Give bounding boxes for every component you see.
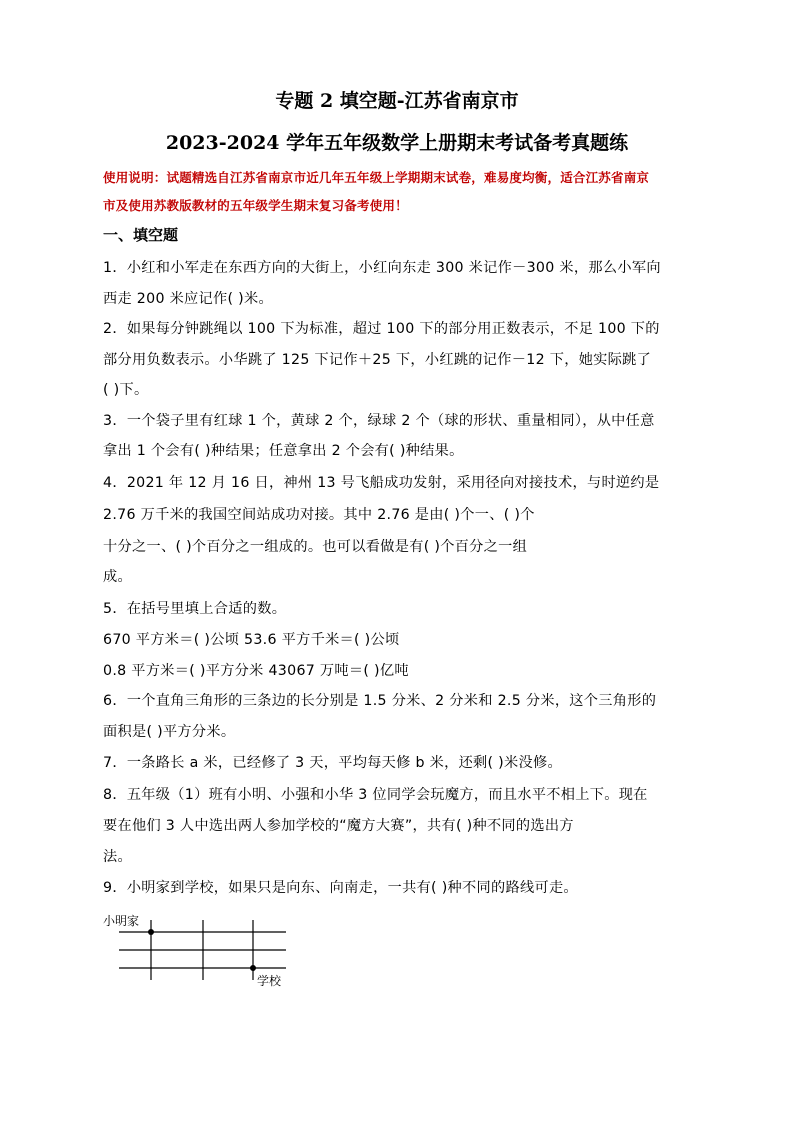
home-label: 小明家 — [103, 914, 140, 928]
question-line: 2.76 万千米的我国空间站成功对接。其中 2.76 是由( )个一、( )个 — [103, 507, 535, 523]
question-line: 1．小红和小军走在东西方向的大街上，小红向东走 300 米记作－300 米，那么小军向 — [103, 260, 661, 276]
question-line: 拿出 1 个会有( )种结果；任意拿出 2 个会有( )种结果。 — [103, 443, 464, 459]
question-line: 2．如果每分钟跳绳以 100 下为标准，超过 100 下的部分用正数表示，不足 100 下的 — [103, 321, 660, 337]
question-line: 面积是( )平方分米。 — [103, 724, 236, 740]
question-line: 6．一个直角三角形的三条边的长分别是 1.5 分米、2 分米和 2.5 分米，这个三角形的 — [103, 693, 657, 709]
usage-note-line-2: 市及使用苏教版教材的五年级学生期末复习备考使用！ — [103, 198, 408, 213]
question-line: 5．在括号里填上合适的数。 — [103, 601, 287, 617]
school-label: 学校 — [257, 974, 282, 988]
question-line: 要在他们 3 人中选出两人参加学校的“魔方大赛”，共有( )种不同的选出方 — [103, 818, 574, 834]
question-line: 十分之一、( )个百分之一组成的。也可以看做是有( )个百分之一组 — [103, 539, 528, 555]
route-grid-diagram — [103, 908, 303, 990]
question-line: 7．一条路长 a 米，已经修了 3 天，平均每天修 b 米，还剩( )米没修。 — [103, 755, 562, 771]
question-line: 8．五年级（1）班有小明、小强和小华 3 位同学会玩魔方，而且水平不相上下。现在 — [103, 787, 648, 803]
title-line-1: 专题 2 填空题-江苏省南京市 — [275, 90, 519, 112]
question-line: ( )下。 — [103, 382, 149, 398]
question-line: 成。 — [103, 569, 132, 585]
school-point — [250, 965, 256, 971]
question-line: 670 平方米＝( )公顷 53.6 平方千米＝( )公顷 — [103, 632, 400, 648]
home-point — [148, 929, 154, 935]
question-line: 法。 — [103, 849, 132, 865]
question-line: 西走 200 米应记作( )米。 — [103, 291, 273, 307]
question-line: 部分用负数表示。小华跳了 125 下记作＋25 下，小红跳的记作－12 下，她实际跳了 — [103, 352, 652, 368]
question-line: 9．小明家到学校，如果只是向东、向南走，一共有( )种不同的路线可走。 — [103, 880, 578, 896]
question-line: 0.8 平方米＝( )平方分米 43067 万吨＝( )亿吨 — [103, 663, 409, 679]
question-line: 4．2021 年 12 月 16 日，神州 13 号飞船成功发射，采用径向对接技术，与时逆约是 — [103, 475, 660, 491]
title-line-2: 2023-2024 学年五年级数学上册期末考试备考真题练 — [165, 132, 629, 154]
question-line: 3．一个袋子里有红球 1 个，黄球 2 个，绿球 2 个（球的形状、重量相同），从中任意 — [103, 413, 655, 429]
usage-note-line-1: 使用说明：试题精选自江苏省南京市近几年五年级上学期期末试卷，难易度均衡，适合江苏省南京 — [103, 170, 650, 185]
section-heading: 一、填空题 — [103, 226, 179, 244]
